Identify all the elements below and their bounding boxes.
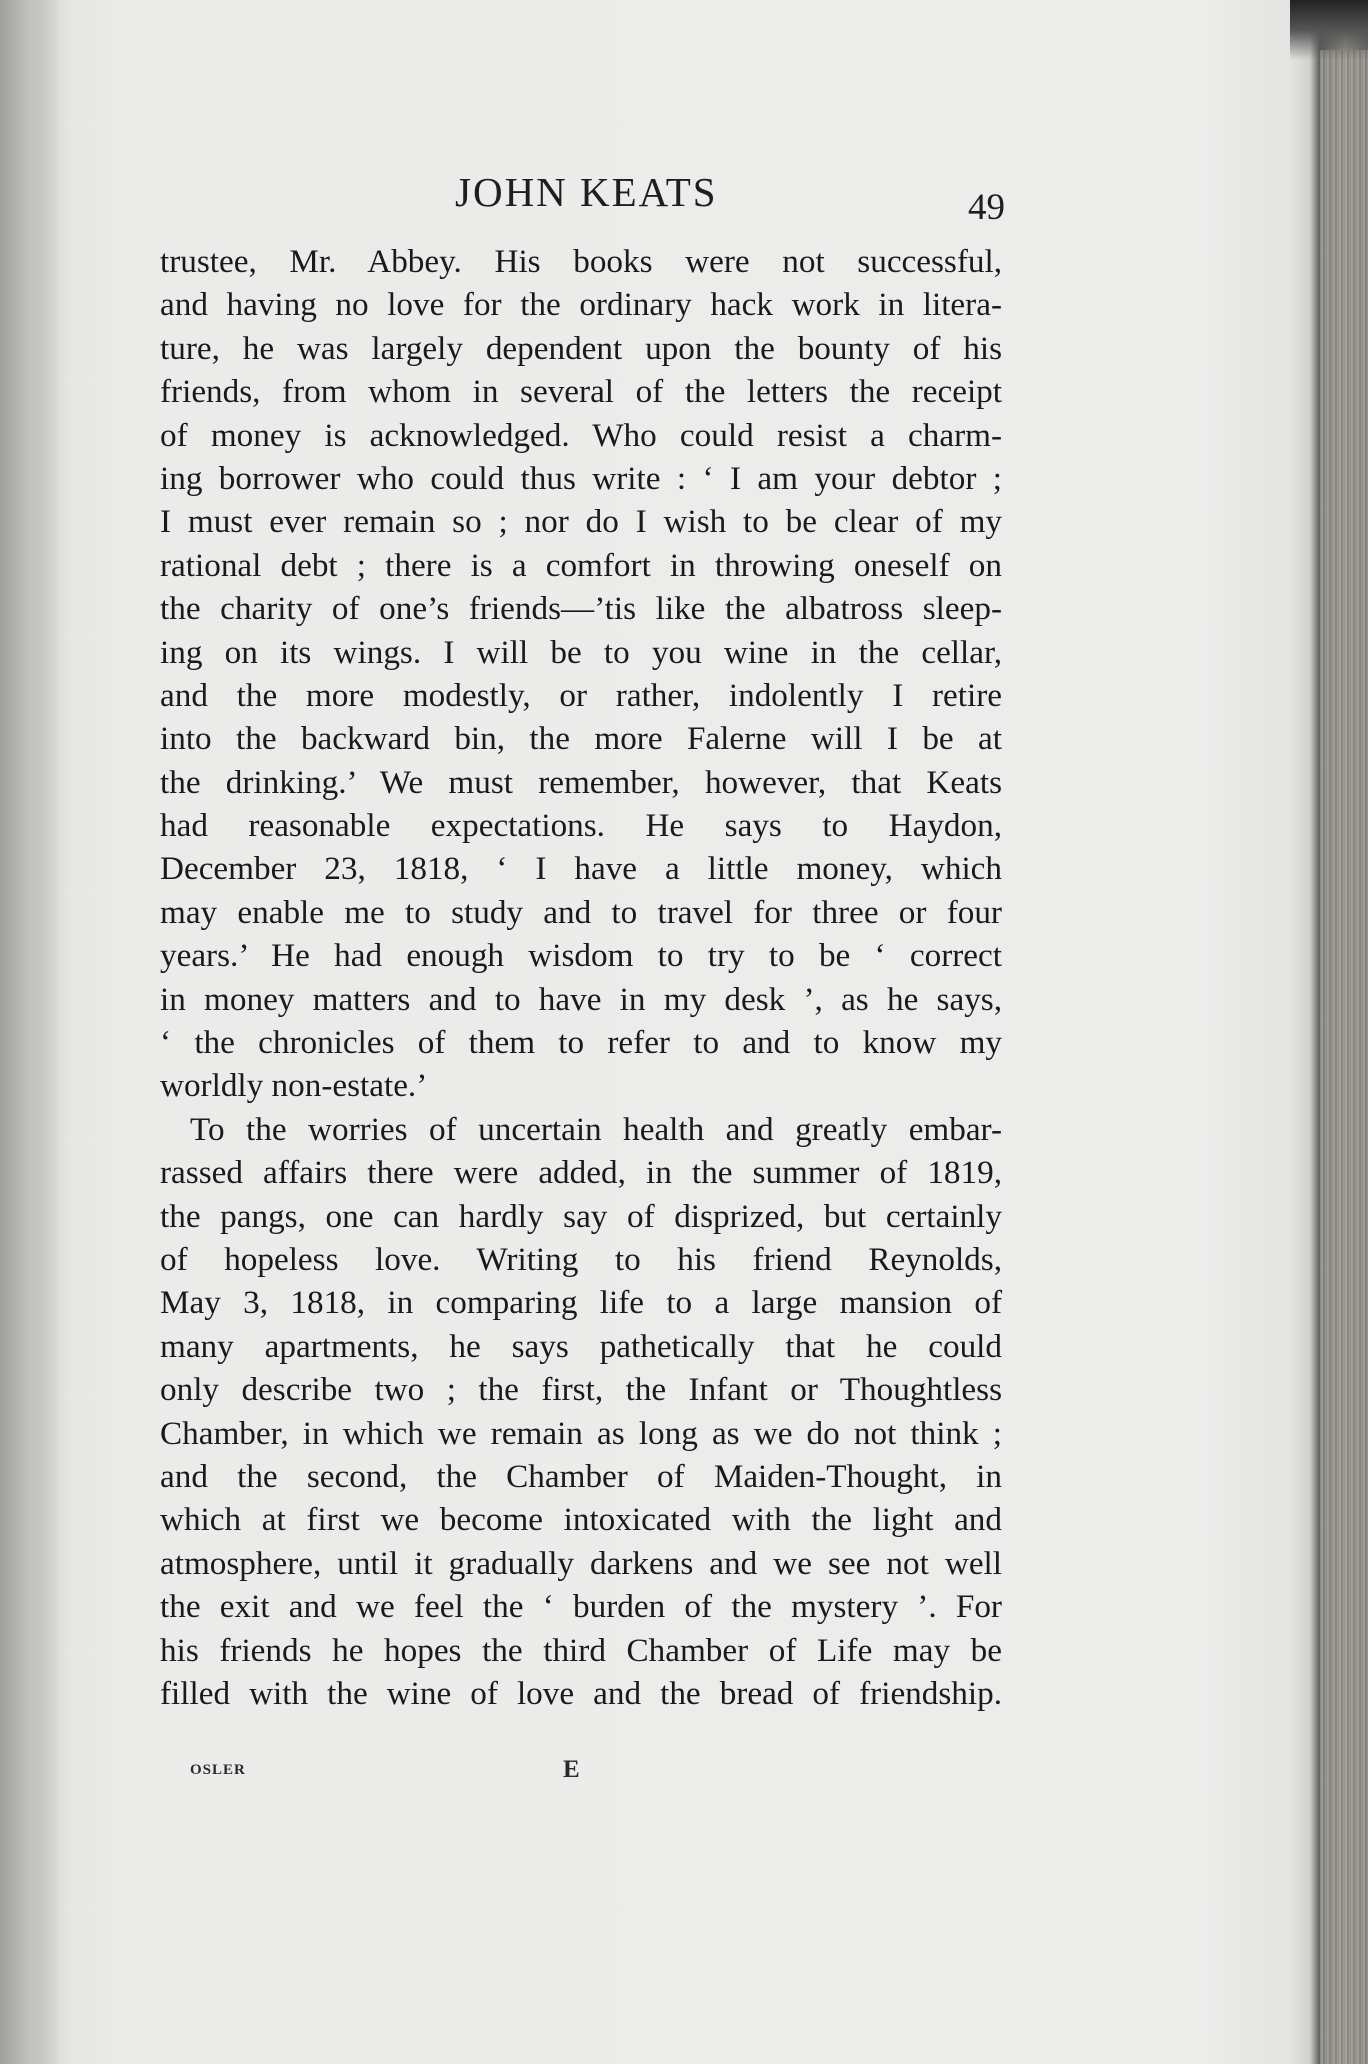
text-line: rassed affairs there were added, in the summer of 1819, (160, 1154, 1002, 1192)
page-header (0, 168, 1368, 228)
text-line: rational debt ; there is a comfort in throwing oneself on (160, 546, 1002, 584)
text-line: the pangs, one can hardly say of disprized, but certainly (160, 1197, 1002, 1235)
text-line: many apartments, he says pathetically that he could (160, 1327, 1002, 1365)
text-line: the exit and we feel the ‘ burden of the mystery ’. For (160, 1588, 1002, 1626)
text-line: ture, he was largely dependent upon the bounty of his (160, 329, 1002, 367)
text-line: and the second, the Chamber of Maiden-Thought, in (160, 1457, 1002, 1495)
text-line: atmosphere, until it gradually darkens and we see not well (160, 1544, 1002, 1582)
page-number: 49 (968, 187, 1005, 228)
text-line: ing borrower who could thus write : ‘ I am your debtor ; (160, 459, 1002, 497)
text-line: friends, from whom in several of the letters the receipt (160, 373, 1002, 411)
text-line: of money is acknowledged. Who could resist a charm- (160, 416, 1002, 454)
text-line: December 23, 1818, ‘ I have a little money, which (160, 850, 1002, 888)
text-line: filled with the wine of love and the bread of friendship. (160, 1674, 1002, 1712)
page-footer (0, 1754, 1368, 1794)
text-line: his friends he hopes the third Chamber of Life may be (160, 1631, 1002, 1669)
text-line: only describe two ; the first, the Infant or Thoughtless (160, 1371, 1002, 1409)
text-line: ing on its wings. I will be to you wine in the cellar, (160, 633, 1002, 671)
text-line: years.’ He had enough wisdom to try to be ‘ correct (160, 937, 1002, 975)
corner-shadow (1290, 0, 1368, 60)
text-line: and having no love for the ordinary hack work in litera- (160, 286, 1002, 324)
body-text (160, 240, 1002, 1715)
text-line: may enable me to study and to travel for three or four (160, 893, 1002, 931)
signature-mark: OSLER (190, 1762, 246, 1778)
text-line: I must ever remain so ; nor do I wish to be clear of my (160, 503, 1002, 541)
text-line: had reasonable expectations. He says to Haydon, (160, 807, 1002, 845)
text-line: May 3, 1818, in comparing life to a large mansion of (160, 1284, 1002, 1322)
text-line: the charity of one’s friends—’tis like the albatross sleep- (160, 590, 1002, 628)
text-line: Chamber, in which we remain as long as we do not think ; (160, 1414, 1002, 1452)
paragraph-start-line: To the worries of uncertain health and greatly embar- (190, 1110, 1002, 1148)
text-line: of hopeless love. Writing to his friend Reynolds, (160, 1240, 1002, 1278)
paragraph-end-line: worldly non-estate.’ (160, 1067, 428, 1105)
text-line: in money matters and to have in my desk ’, as he says, (160, 980, 1002, 1018)
text-line: trustee, Mr. Abbey. His books were not successful, (160, 243, 1002, 280)
running-head: JOHN KEATS (455, 169, 718, 215)
text-line: ‘ the chronicles of them to refer to and to know my (160, 1024, 1002, 1062)
signature-letter: E (563, 1756, 580, 1783)
text-line: into the backward bin, the more Falerne will I be at (160, 720, 1002, 758)
text-line: which at first we become intoxicated with the light and (160, 1501, 1002, 1539)
text-line: the drinking.’ We must remember, however, that Keats (160, 763, 1002, 801)
text-line: and the more modestly, or rather, indolently I retire (160, 676, 1002, 714)
